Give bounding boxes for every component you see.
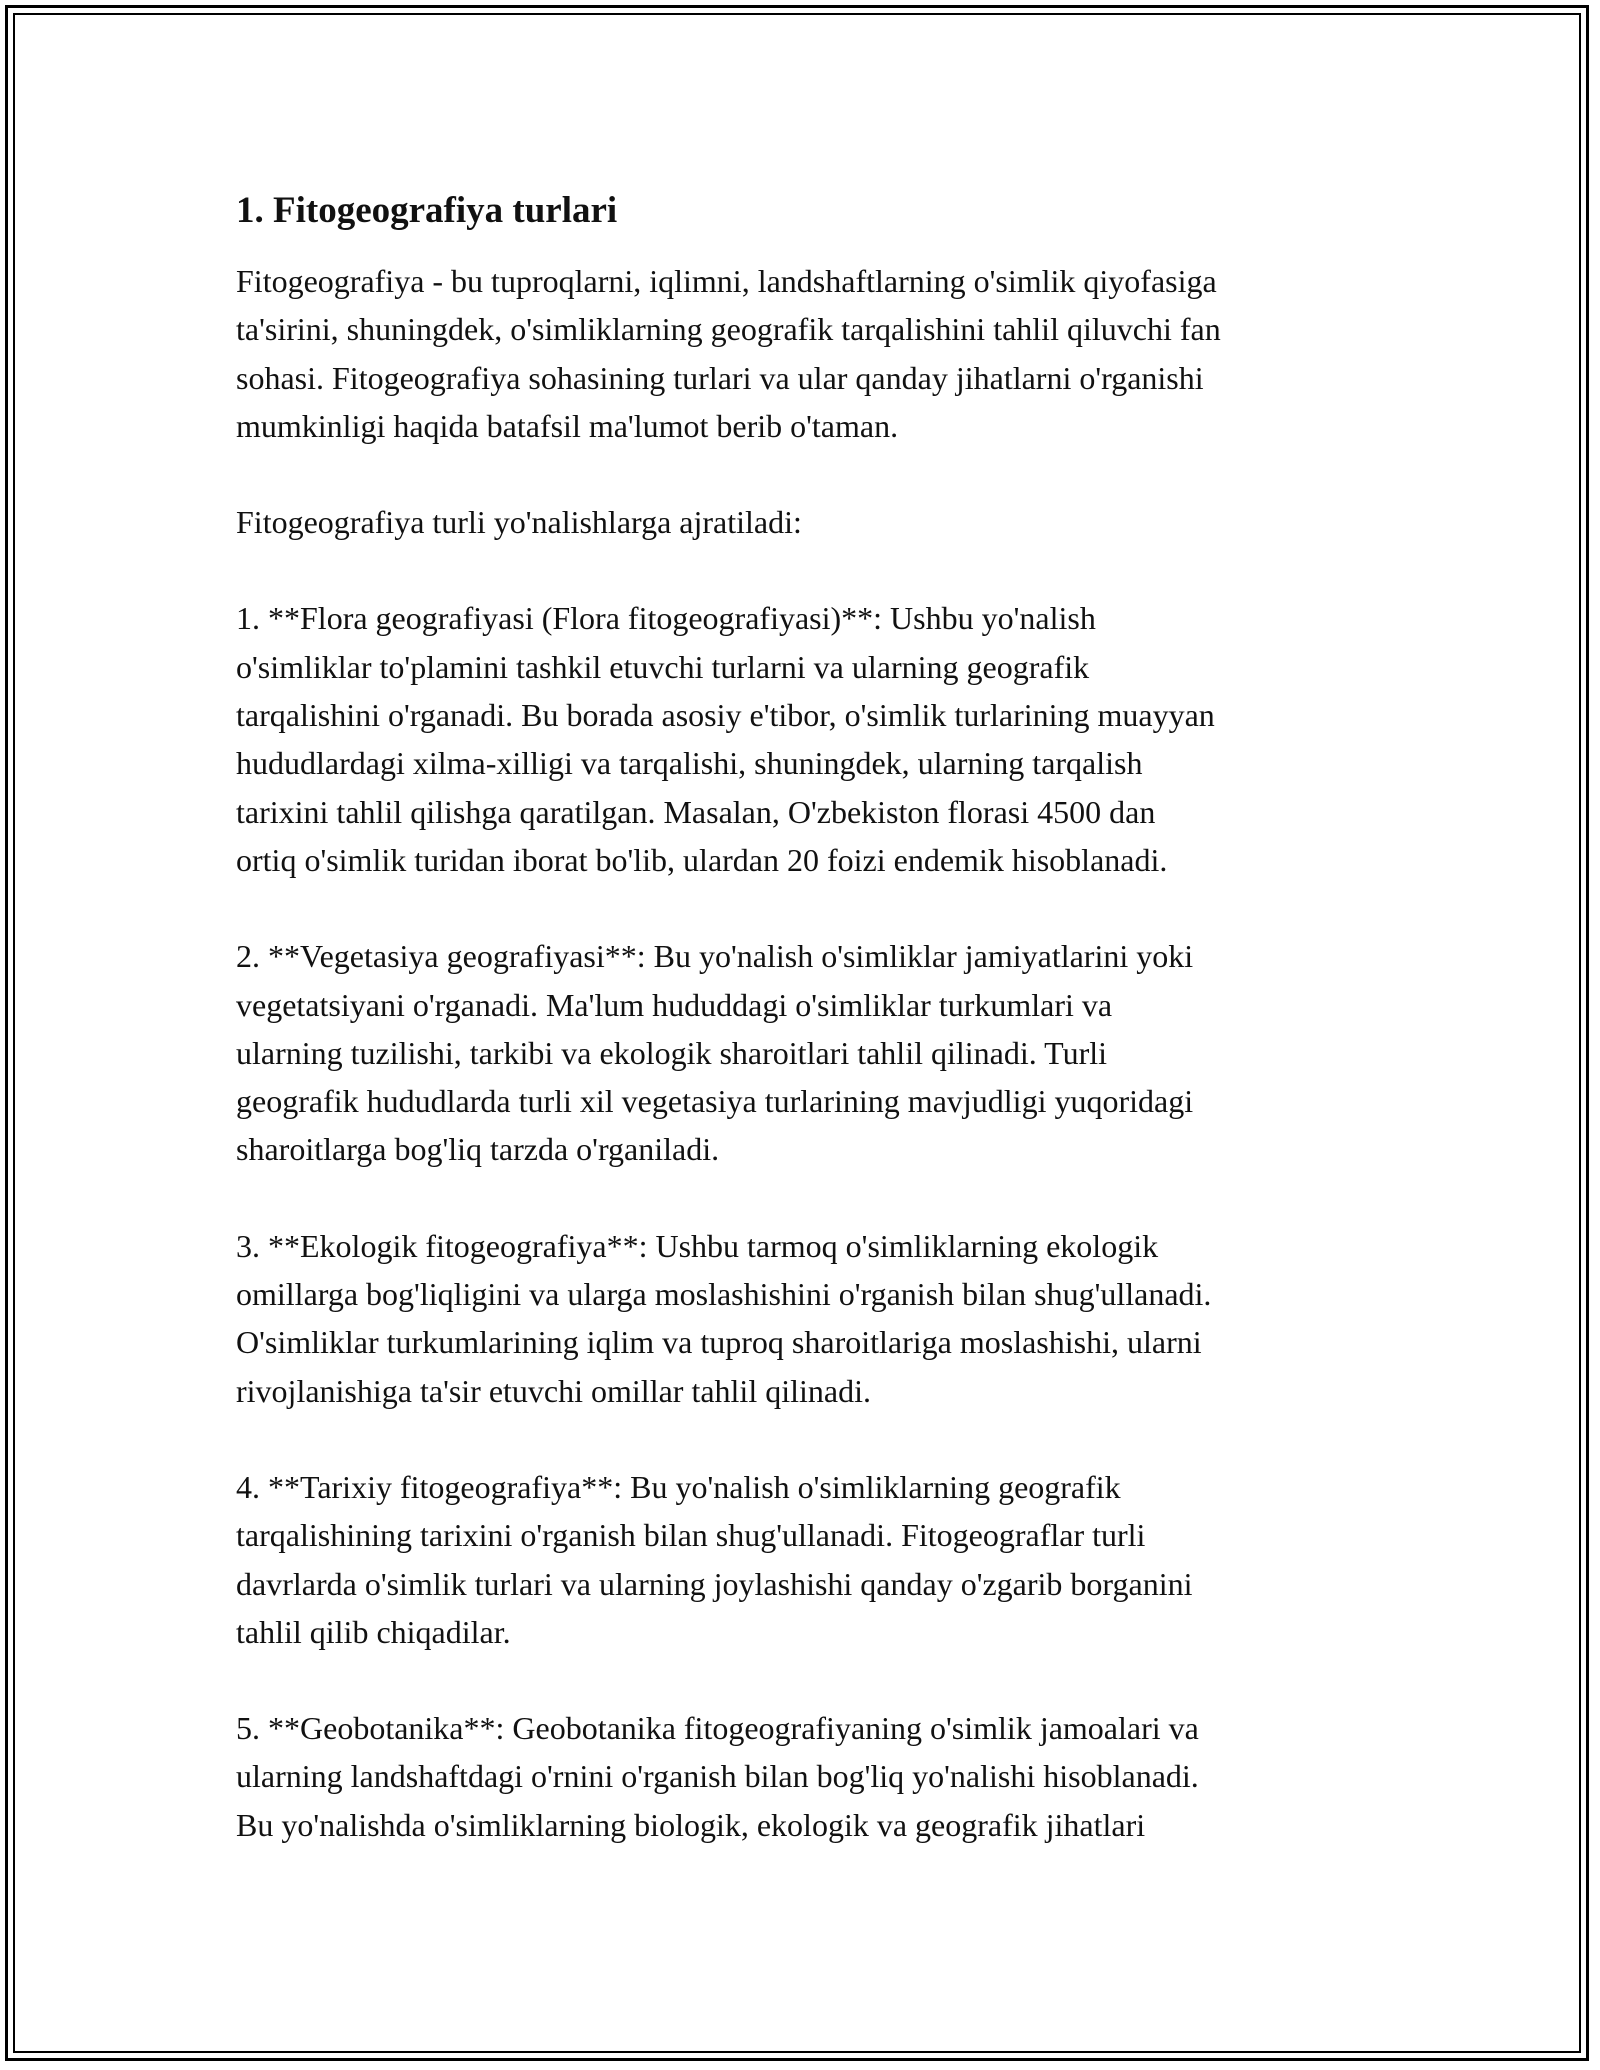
text-line: 3. **Ekologik fitogeografiya**: Ushbu tarmoq o'simliklarning ekologik	[236, 1227, 1159, 1264]
text-line: rivojlanishiga ta'sir etuvchi omillar tahlil qilinadi.	[236, 1372, 871, 1409]
text-line: mumkinligi haqida batafsil ma'lumot berib o'taman.	[236, 407, 899, 444]
text-line: ularning landshaftdagi o'rnini o'rganish bilan bog'liq yo'nalishi hisoblanadi.	[236, 1758, 1199, 1795]
text-line: ta'sirini, shuningdek, o'simliklarning geografik tarqalishini tahlil qiluvchi fan	[236, 311, 1221, 348]
text-line: Fitogeografiya - bu tuproqlarni, iqlimni, landshaftlarning o'simlik qiyofasiga	[236, 263, 1217, 299]
text-line: ularning tuzilishi, tarkibi va ekologik sharoitlari tahlil qilinadi. Turli	[236, 1034, 1108, 1071]
text-line: 1. **Flora geografiyasi (Flora fitogeografiyasi)**: Ushbu yo'nalish	[236, 600, 1096, 637]
text-line: geografik hududlarda turli xil vegetasiya turlarining mavjudligi yuqoridagi	[236, 1083, 1194, 1120]
text-line: davrlarda o'simlik turlari va ularning joylashishi qanday o'zgarib borganini	[236, 1565, 1193, 1602]
text-line: tarqalishining tarixini o'rganish bilan shug'ullanadi. Fitogeograflar turli	[236, 1517, 1146, 1554]
text-line: tarqalishini o'rganadi. Bu borada asosiy e'tibor, o'simlik turlarining muayyan	[236, 697, 1215, 734]
text-line: 4. **Tarixiy fitogeografiya**: Bu yo'nalish o'simliklarning geografik	[236, 1468, 1121, 1505]
list-item-geobotany	[236, 1704, 1396, 1849]
text-line: tarixini tahlil qilishga qaratilgan. Masalan, O'zbekiston florasi 4500 dan	[236, 793, 1156, 830]
document-body	[236, 187, 1396, 1897]
text-line: sharoitlarga bog'liq tarzda o'rganiladi.	[236, 1131, 720, 1168]
text-line: omillarga bog'liqligini va ularga moslashishini o'rganish bilan shug'ullanadi.	[236, 1276, 1212, 1313]
document-heading: 1. Fitogeografiya turlari	[236, 190, 618, 231]
text-line: O'simliklar turkumlarining iqlim va tuproq sharoitlariga moslashishi, ularni	[236, 1324, 1202, 1361]
text-line: hududlardagi xilma-xilligi va tarqalishi, shuningdek, ularning tarqalish	[236, 745, 1143, 782]
text-line: o'simliklar to'plamini tashkil etuvchi turlarni va ularning geografik	[236, 648, 1090, 685]
text-line: ortiq o'simlik turidan iborat bo'lib, ulardan 20 foizi endemik hisoblanadi.	[236, 841, 1168, 878]
text-line: tahlil qilib chiqadilar.	[236, 1613, 511, 1650]
list-item-flora	[236, 594, 1396, 884]
text-line: Fitogeografiya turli yo'nalishlarga ajratiladi:	[236, 504, 802, 541]
text-line: Bu yo'nalishda o'simliklarning biologik, ekologik va geografik jihatlari	[236, 1806, 1146, 1843]
text-line: sohasi. Fitogeografiya sohasining turlari va ular qanday jihatlarni o'rganishi	[236, 359, 1204, 396]
list-item-ecological	[236, 1222, 1396, 1415]
list-item-vegetation	[236, 932, 1396, 1173]
text-line: vegetatsiyani o'rganadi. Ma'lum hududdagi o'simliklar turkumlari va	[236, 986, 1113, 1023]
text-line: 2. **Vegetasiya geografiyasi**: Bu yo'nalish o'simliklar jamiyatlarini yoki	[236, 938, 1194, 975]
list-item-historical	[236, 1463, 1396, 1656]
text-line: 5. **Geobotanika**: Geobotanika fitogeografiyaning o'simlik jamoalari va	[236, 1710, 1199, 1747]
list-intro-paragraph	[236, 498, 1396, 546]
intro-paragraph	[236, 257, 1396, 450]
